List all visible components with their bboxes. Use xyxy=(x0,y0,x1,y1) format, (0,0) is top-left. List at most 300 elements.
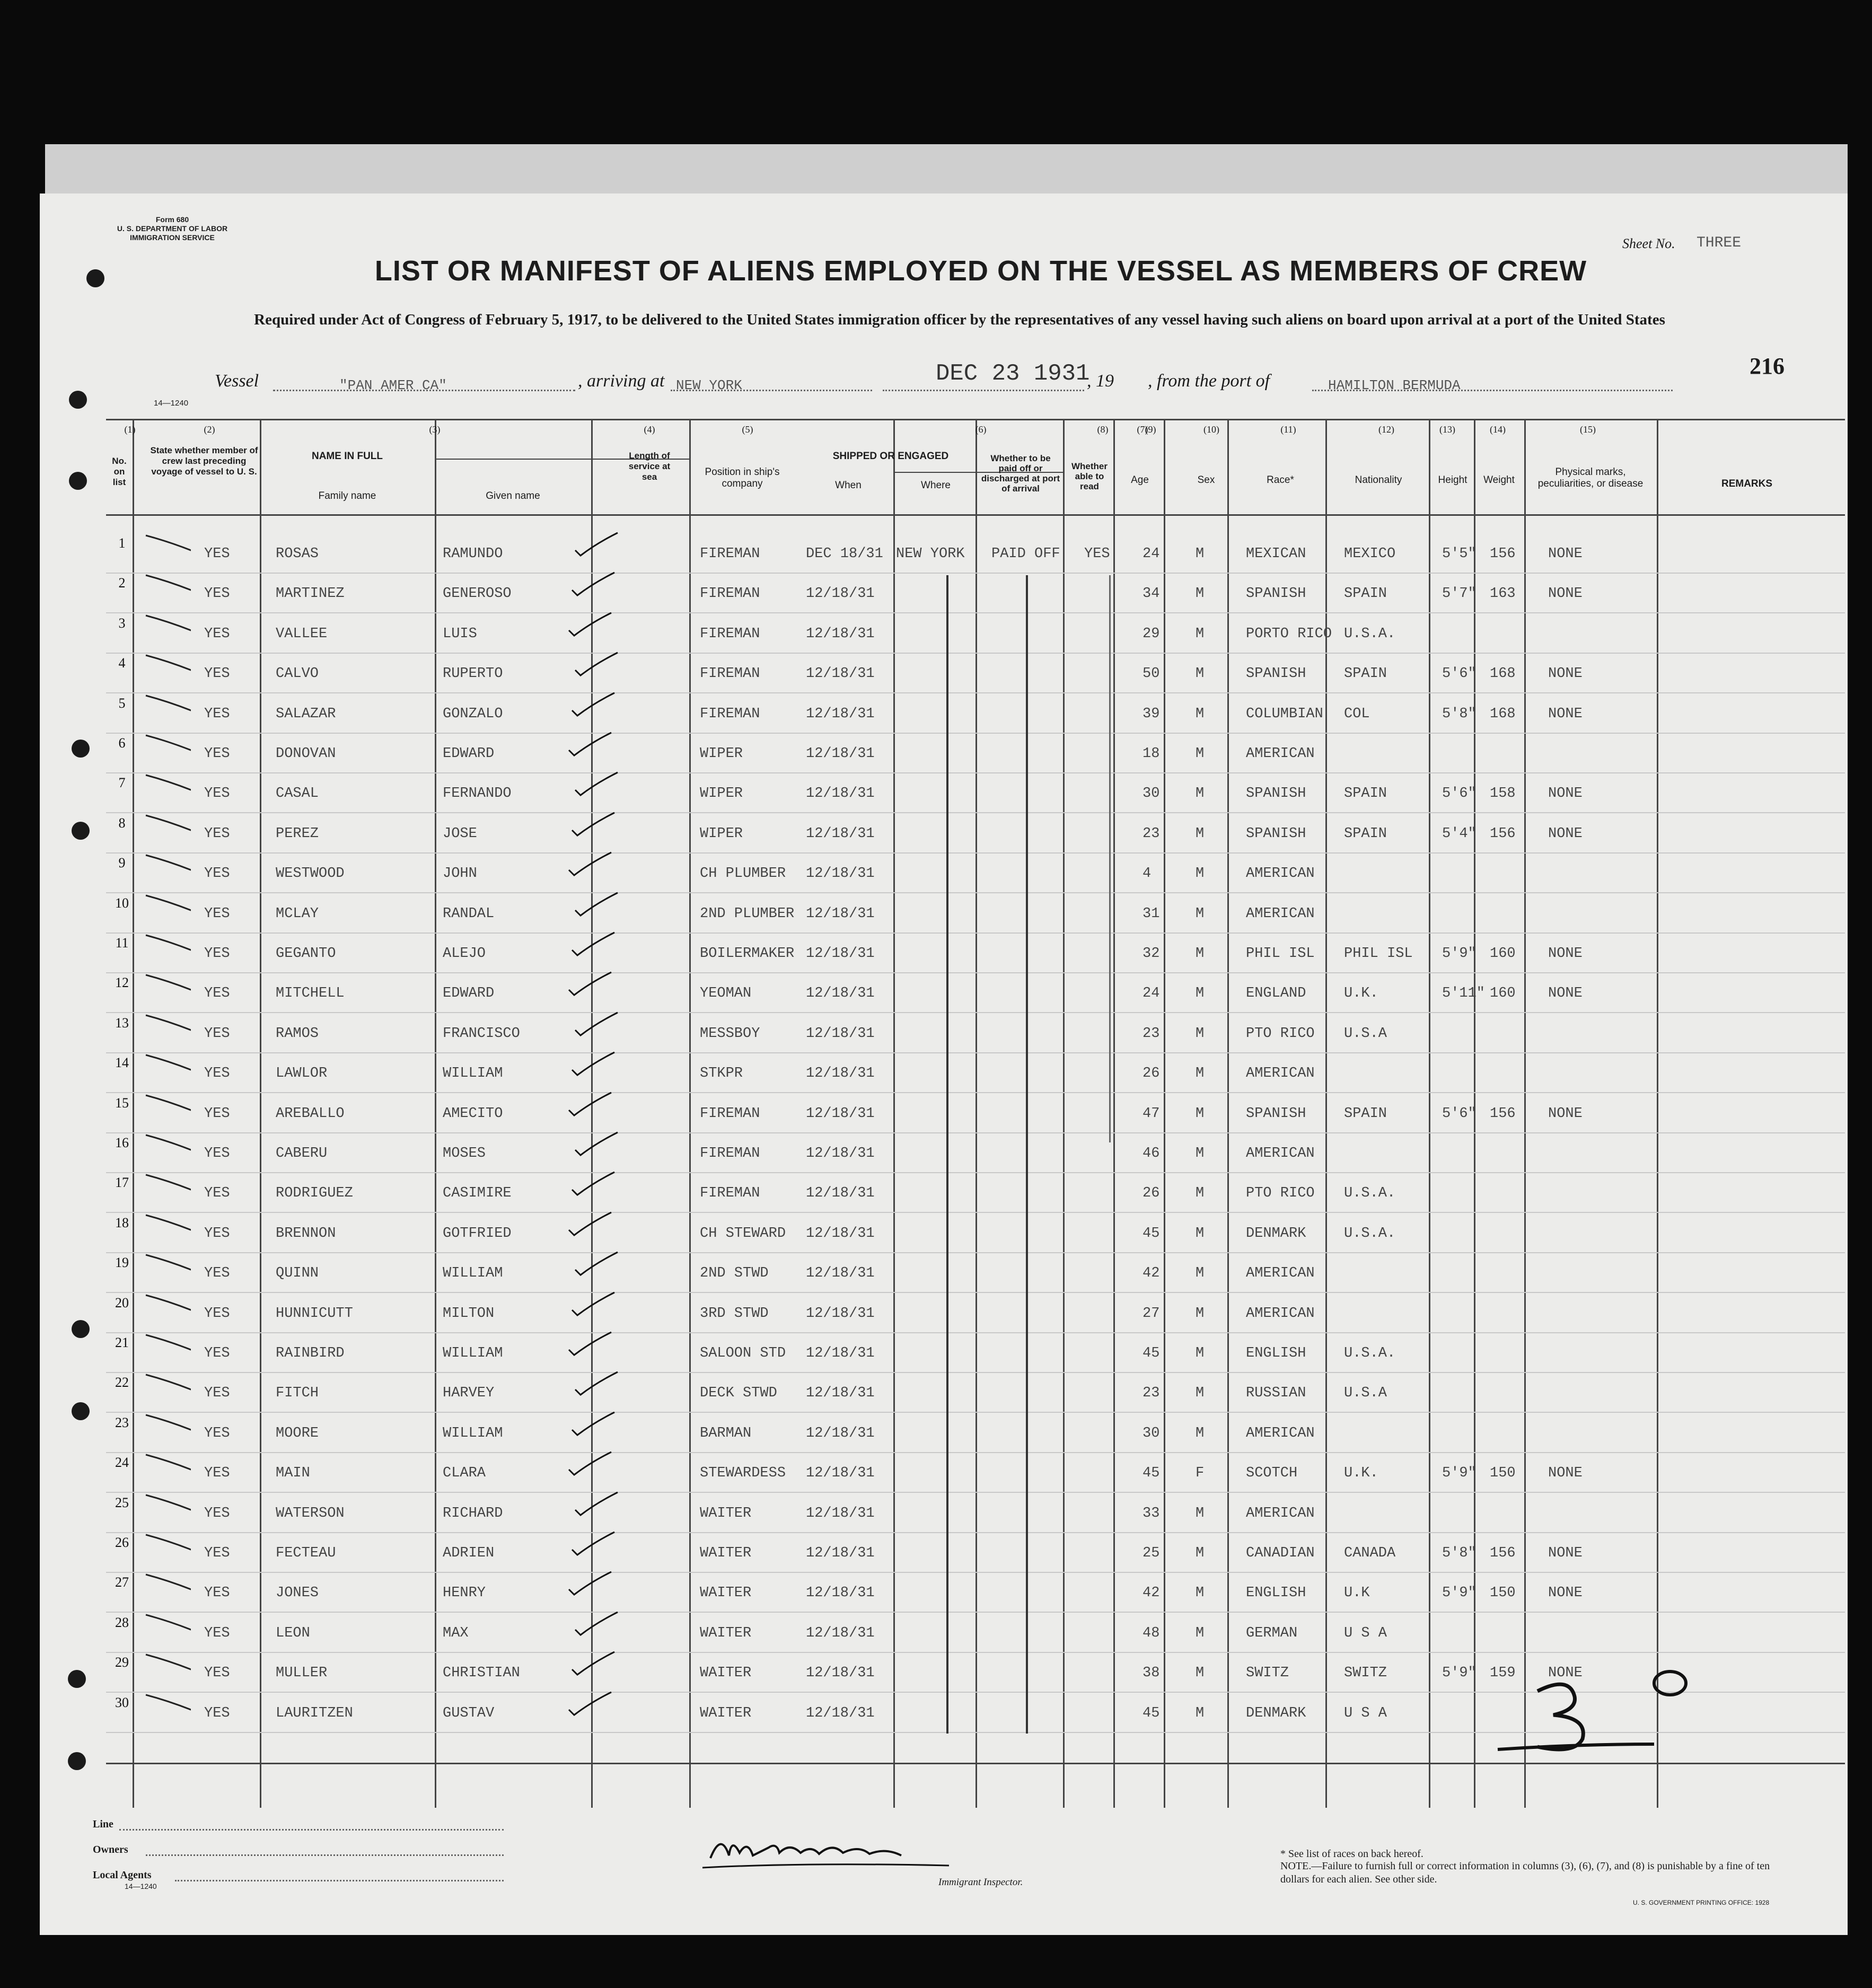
total-count-mark xyxy=(1495,1654,1718,1760)
arrival-port: NEW YORK xyxy=(676,377,742,393)
check-mark xyxy=(569,1410,617,1441)
cell-weight: 150 xyxy=(1490,1465,1516,1481)
header-paid-off: Whether to be paid off or discharged at port of arrival xyxy=(981,453,1060,494)
cell-weight: 150 xyxy=(1490,1585,1516,1601)
header-list-number: No. on list xyxy=(112,456,127,487)
cell-nat: U.S.A xyxy=(1344,1385,1387,1401)
ditto-line xyxy=(1026,575,1028,1734)
cell-prev: YES xyxy=(204,826,230,842)
cell-family: LAWLOR xyxy=(276,1066,328,1081)
cell-sex: M xyxy=(1196,706,1205,722)
from-port-label: , from the port of xyxy=(1148,371,1270,391)
handwritten-tick xyxy=(143,810,191,842)
col-number: (11) xyxy=(1280,424,1296,435)
handwritten-tick xyxy=(143,1090,191,1122)
cell-no: 27 xyxy=(115,1574,129,1590)
cell-prev: YES xyxy=(204,1185,230,1201)
cell-family: MARTINEZ xyxy=(276,586,345,602)
handwritten-tick xyxy=(143,1449,191,1481)
cell-age: 26 xyxy=(1142,1185,1160,1201)
cell-no: 25 xyxy=(115,1495,129,1510)
header-able-to-read: Whether able to read xyxy=(1071,461,1108,491)
check-mark xyxy=(566,1210,614,1242)
cell-marks: NONE xyxy=(1548,786,1583,802)
row-rule xyxy=(106,892,1845,893)
check-mark xyxy=(566,730,614,762)
cell-given: WILLIAM xyxy=(443,1265,503,1281)
cell-nat: U.S.A. xyxy=(1344,1185,1396,1201)
cell-sex: M xyxy=(1196,1665,1205,1681)
cell-given: ALEJO xyxy=(443,946,486,962)
check-mark xyxy=(566,1090,614,1122)
cell-age: 23 xyxy=(1142,826,1160,842)
cell-height: 5'8" xyxy=(1442,1545,1476,1561)
cell-marks: NONE xyxy=(1548,1665,1583,1681)
header-physical-marks: Physical marks, peculiarities, or disease xyxy=(1537,467,1644,489)
cell-position: STKPR xyxy=(700,1066,743,1081)
check-mark xyxy=(566,1569,614,1601)
check-mark xyxy=(573,1010,620,1042)
handwritten-tick xyxy=(143,1330,191,1361)
cell-family: MOORE xyxy=(276,1426,319,1441)
cell-family: RAINBIRD xyxy=(276,1345,345,1361)
cell-race: RUSSIAN xyxy=(1246,1385,1306,1401)
cell-race: ENGLISH xyxy=(1246,1345,1306,1361)
cell-height: 5'9" xyxy=(1442,1465,1476,1481)
cell-when: 12/18/31 xyxy=(806,1585,875,1601)
cell-position: FIREMAN xyxy=(700,1106,760,1122)
cell-race: AMERICAN xyxy=(1246,1306,1315,1322)
cell-family: RAMOS xyxy=(276,1026,319,1042)
cell-family: DONOVAN xyxy=(276,746,336,762)
cell-family: MULLER xyxy=(276,1665,328,1681)
cell-no: 15 xyxy=(115,1095,129,1111)
cell-nat: U.S.A. xyxy=(1344,1226,1396,1242)
cell-given: RAMUNDO xyxy=(443,546,503,562)
cell-height: 5'4" xyxy=(1442,826,1476,842)
cell-weight: 156 xyxy=(1490,1545,1516,1561)
check-mark xyxy=(566,970,614,1001)
handwritten-tick xyxy=(143,850,191,882)
cell-age: 23 xyxy=(1142,1026,1160,1042)
cell-given: MILTON xyxy=(443,1306,495,1322)
cell-age: 45 xyxy=(1142,1465,1160,1481)
check-mark xyxy=(573,1130,620,1162)
binder-hole xyxy=(69,391,87,409)
cell-read: YES xyxy=(1084,546,1110,562)
cell-when: 12/18/31 xyxy=(806,1465,875,1481)
handwritten-tick xyxy=(143,1169,191,1201)
check-mark xyxy=(566,1690,614,1721)
handwritten-tick xyxy=(143,1569,191,1601)
cell-marks: NONE xyxy=(1548,1106,1583,1122)
cell-prev: YES xyxy=(204,946,230,962)
check-mark xyxy=(566,1330,614,1361)
cell-no: 28 xyxy=(115,1615,129,1630)
cell-when: 12/18/31 xyxy=(806,746,875,762)
cell-prev: YES xyxy=(204,1265,230,1281)
cell-position: FIREMAN xyxy=(700,666,760,682)
handwritten-tick xyxy=(143,1690,191,1721)
cell-when: 12/18/31 xyxy=(806,1705,875,1721)
form-number: Form 680 xyxy=(155,215,189,224)
col-number: (1) xyxy=(124,424,136,435)
binder-hole xyxy=(68,1670,86,1688)
cell-weight: 156 xyxy=(1490,1106,1516,1122)
col-number: (7) xyxy=(1137,424,1148,435)
cell-family: FECTEAU xyxy=(276,1545,336,1561)
cell-race: SWITZ xyxy=(1246,1665,1289,1681)
row-rule xyxy=(106,1532,1845,1533)
check-mark xyxy=(573,530,620,562)
cell-race: AMERICAN xyxy=(1246,906,1315,922)
cell-when: 12/18/31 xyxy=(806,1146,875,1162)
cell-race: CANADIAN xyxy=(1246,1545,1315,1561)
cell-position: CH PLUMBER xyxy=(700,866,786,882)
cell-nat: SWITZ xyxy=(1344,1665,1387,1681)
cell-age: 24 xyxy=(1142,546,1160,562)
cell-family: MITCHELL xyxy=(276,986,345,1001)
cell-prev: YES xyxy=(204,1426,230,1441)
cell-family: PEREZ xyxy=(276,826,319,842)
cell-age: 34 xyxy=(1142,586,1160,602)
cell-when: 12/18/31 xyxy=(806,1625,875,1641)
cell-position: 3RD STWD xyxy=(700,1306,769,1322)
cell-prev: YES xyxy=(204,1465,230,1481)
cell-sex: M xyxy=(1196,1306,1205,1322)
col-number: (12) xyxy=(1378,424,1394,435)
header-age: Age xyxy=(1131,474,1149,486)
cell-family: MCLAY xyxy=(276,906,319,922)
inspector-signature xyxy=(700,1826,975,1874)
cell-age: 31 xyxy=(1142,906,1160,922)
cell-sex: M xyxy=(1196,1146,1205,1162)
cell-age: 29 xyxy=(1142,626,1160,642)
cell-nat: U.S.A. xyxy=(1344,1345,1396,1361)
handwritten-tick xyxy=(143,650,191,682)
cell-prev: YES xyxy=(204,626,230,642)
cell-height: 5'5" xyxy=(1442,546,1476,562)
cell-prev: YES xyxy=(204,786,230,802)
cell-height: 5'9" xyxy=(1442,946,1476,962)
line-label: Line xyxy=(93,1818,113,1830)
cell-when: 12/18/31 xyxy=(806,906,875,922)
check-mark xyxy=(569,1649,617,1681)
cell-no: 13 xyxy=(115,1015,129,1031)
cell-position: FIREMAN xyxy=(700,1146,760,1162)
cell-when: 12/18/31 xyxy=(806,946,875,962)
check-mark xyxy=(569,1050,617,1081)
cell-no: 18 xyxy=(115,1215,129,1230)
cell-prev: YES xyxy=(204,1066,230,1081)
cell-given: AMECITO xyxy=(443,1106,503,1122)
cell-nat: U.K. xyxy=(1344,986,1378,1001)
cell-race: AMERICAN xyxy=(1246,866,1315,882)
header-where: Where xyxy=(921,480,951,491)
cell-family: QUINN xyxy=(276,1265,319,1281)
cell-no: 26 xyxy=(115,1535,129,1550)
cell-given: RUPERTO xyxy=(443,666,503,682)
cell-when: 12/18/31 xyxy=(806,1226,875,1242)
handwritten-tick xyxy=(143,1529,191,1561)
cell-when: 12/18/31 xyxy=(806,1385,875,1401)
cell-race: AMERICAN xyxy=(1246,1146,1315,1162)
cell-race: PHIL ISL xyxy=(1246,946,1315,962)
cell-position: FIREMAN xyxy=(700,1185,760,1201)
cell-age: 45 xyxy=(1142,1345,1160,1361)
cell-when: 12/18/31 xyxy=(806,706,875,722)
cell-age: 42 xyxy=(1142,1265,1160,1281)
cell-position: WAITER xyxy=(700,1585,752,1601)
cell-marks: NONE xyxy=(1548,1465,1583,1481)
cell-nat: U.K xyxy=(1344,1585,1370,1601)
cell-given: WILLIAM xyxy=(443,1345,503,1361)
cell-race: MEXICAN xyxy=(1246,546,1306,562)
cell-no: 6 xyxy=(118,735,126,751)
cell-age: 32 xyxy=(1142,946,1160,962)
cell-age: 4 xyxy=(1142,866,1152,882)
cell-nat: SPAIN xyxy=(1344,826,1387,842)
document-subtitle: Required under Act of Congress of February 5, 1917, to be delivered to the United States immigration officer by the representatives of any vessel having such aliens on board upon arrival at a port of the United States xyxy=(254,311,1665,328)
cell-sex: M xyxy=(1196,1226,1205,1242)
cell-race: ENGLAND xyxy=(1246,986,1306,1001)
vessel-label: Vessel xyxy=(215,371,259,391)
col-number: (13) xyxy=(1439,424,1455,435)
cell-prev: YES xyxy=(204,906,230,922)
handwritten-tick xyxy=(143,1050,191,1081)
races-note: * See list of races on back hereof. xyxy=(1280,1848,1423,1860)
row-rule xyxy=(106,972,1845,973)
cell-position: YEOMAN xyxy=(700,986,752,1001)
cell-position: WIPER xyxy=(700,786,743,802)
cell-nat: U.K. xyxy=(1344,1465,1378,1481)
cell-no: 1 xyxy=(118,535,126,551)
cell-race: PTO RICO xyxy=(1246,1026,1315,1042)
cell-sex: M xyxy=(1196,1066,1205,1081)
cell-sex: M xyxy=(1196,1106,1205,1122)
cell-height: 5'8" xyxy=(1442,706,1476,722)
cell-position: WIPER xyxy=(700,746,743,762)
check-mark xyxy=(573,770,620,802)
printer-imprint: U. S. GOVERNMENT PRINTING OFFICE: 1928 xyxy=(1633,1899,1770,1906)
cell-age: 46 xyxy=(1142,1146,1160,1162)
row-rule xyxy=(106,733,1845,734)
row-rule xyxy=(106,772,1845,773)
cell-sex: M xyxy=(1196,626,1205,642)
header-weight: Weight xyxy=(1483,474,1515,486)
cell-age: 30 xyxy=(1142,786,1160,802)
handwritten-tick xyxy=(143,610,191,642)
cell-when: 12/18/31 xyxy=(806,1106,875,1122)
cell-given: LUIS xyxy=(443,626,477,642)
check-mark xyxy=(569,690,617,722)
cell-age: 25 xyxy=(1142,1545,1160,1561)
cell-position: BOILERMAKER xyxy=(700,946,795,962)
cell-race: AMERICAN xyxy=(1246,1265,1315,1281)
cell-position: MESSBOY xyxy=(700,1026,760,1042)
handwritten-tick xyxy=(143,1290,191,1322)
cell-no: 9 xyxy=(118,855,126,870)
cell-nat: SPAIN xyxy=(1344,666,1387,682)
cell-sex: M xyxy=(1196,786,1205,802)
row-rule xyxy=(106,1092,1845,1093)
cell-height: 5'11" xyxy=(1442,986,1486,1001)
handwritten-tick xyxy=(143,730,191,762)
cell-given: JOSE xyxy=(443,826,477,842)
cell-family: MAIN xyxy=(276,1465,310,1481)
cell-family: AREBALLO xyxy=(276,1106,345,1122)
cell-no: 7 xyxy=(118,775,126,790)
cell-prev: YES xyxy=(204,1705,230,1721)
cell-no: 14 xyxy=(115,1055,129,1070)
cell-prev: YES xyxy=(204,1625,230,1641)
cell-when: 12/18/31 xyxy=(806,1066,875,1081)
cell-position: WIPER xyxy=(700,826,743,842)
row-rule xyxy=(106,692,1845,693)
header-when: When xyxy=(835,480,862,491)
document-title: LIST OR MANIFEST OF ALIENS EMPLOYED ON THE VESSEL AS MEMBERS OF CREW xyxy=(374,255,1587,287)
cell-position: WAITER xyxy=(700,1665,752,1681)
header-previous-voyage: State whether member of crew last preceding voyage of vessel to U. S. xyxy=(150,445,258,477)
cell-given: CASIMIRE xyxy=(443,1185,512,1201)
row-rule xyxy=(106,1252,1845,1253)
cell-nat: CANADA xyxy=(1344,1545,1396,1561)
cell-sex: M xyxy=(1196,1265,1205,1281)
cell-position: SALOON STD xyxy=(700,1345,786,1361)
cell-given: CLARA xyxy=(443,1465,486,1481)
cell-sex: M xyxy=(1196,866,1205,882)
cell-when: 12/18/31 xyxy=(806,1306,875,1322)
cell-nat: U S A xyxy=(1344,1625,1387,1641)
cell-weight: 160 xyxy=(1490,946,1516,962)
total-count xyxy=(1522,1686,1527,1692)
penalty-note: NOTE.—Failure to furnish full or correct information in columns (3), (6), (7), and (8) is punishable by a fine of ten dollars for each alien. See other side. xyxy=(1280,1860,1770,1885)
cell-position: FIREMAN xyxy=(700,706,760,722)
cell-age: 30 xyxy=(1142,1426,1160,1441)
cell-when: 12/18/31 xyxy=(806,1265,875,1281)
cell-nat: SPAIN xyxy=(1344,586,1387,602)
cell-sex: M xyxy=(1196,1185,1205,1201)
cell-age: 18 xyxy=(1142,746,1160,762)
cell-nat: U.S.A. xyxy=(1344,626,1396,642)
cell-marks: NONE xyxy=(1548,826,1583,842)
cell-when: 12/18/31 xyxy=(806,986,875,1001)
cell-sex: M xyxy=(1196,1385,1205,1401)
cell-age: 23 xyxy=(1142,1385,1160,1401)
cell-when: 12/18/31 xyxy=(806,1665,875,1681)
cell-marks: NONE xyxy=(1548,946,1583,962)
ditto-line xyxy=(1109,575,1111,1142)
row-rule xyxy=(106,1212,1845,1213)
cell-marks: NONE xyxy=(1548,666,1583,682)
cell-race: SPANISH xyxy=(1246,586,1306,602)
check-mark xyxy=(573,1369,620,1401)
cell-age: 26 xyxy=(1142,1066,1160,1081)
row-rule xyxy=(106,1172,1845,1173)
header-nationality: Nationality xyxy=(1355,474,1402,486)
cell-nat: PHIL ISL xyxy=(1344,946,1413,962)
check-mark xyxy=(566,850,614,882)
col-number: (9) xyxy=(1145,424,1156,435)
cell-weight: 156 xyxy=(1490,546,1516,562)
sheet-number-label: Sheet No. xyxy=(1622,236,1675,251)
cell-family: JONES xyxy=(276,1585,319,1601)
cell-no: 8 xyxy=(118,815,126,831)
cell-age: 24 xyxy=(1142,986,1160,1001)
cell-no: 12 xyxy=(115,975,129,990)
cell-prev: YES xyxy=(204,746,230,762)
cell-no: 22 xyxy=(115,1375,129,1390)
cell-no: 24 xyxy=(115,1455,129,1470)
cell-nat: SPAIN xyxy=(1344,786,1387,802)
cell-height: 5'9" xyxy=(1442,1665,1476,1681)
col-number: (15) xyxy=(1580,424,1596,435)
department-name: U. S. DEPARTMENT OF LABOR xyxy=(117,224,228,233)
handwritten-tick xyxy=(143,930,191,962)
header-position: Position in ship's company xyxy=(705,467,780,489)
cell-family: WATERSON xyxy=(276,1506,345,1521)
row-rule xyxy=(106,852,1845,854)
cell-given: FERNANDO xyxy=(443,786,512,802)
cell-sex: M xyxy=(1196,1426,1205,1441)
cell-age: 50 xyxy=(1142,666,1160,682)
row-rule xyxy=(106,1132,1845,1133)
cell-race: DENMARK xyxy=(1246,1226,1306,1242)
cell-position: FIREMAN xyxy=(700,586,760,602)
crew-table xyxy=(106,419,1845,1808)
cell-marks: NONE xyxy=(1548,546,1583,562)
cell-given: RANDAL xyxy=(443,906,495,922)
cell-race: SCOTCH xyxy=(1246,1465,1298,1481)
cell-race: DENMARK xyxy=(1246,1705,1306,1721)
handwritten-tick xyxy=(143,1410,191,1441)
row-rule xyxy=(106,1492,1845,1493)
row-rule xyxy=(106,1292,1845,1293)
cell-given: CHRISTIAN xyxy=(443,1665,520,1681)
cell-family: LAURITZEN xyxy=(276,1705,353,1721)
cell-height: 5'7" xyxy=(1442,586,1476,602)
cell-no: 2 xyxy=(118,575,126,591)
check-mark xyxy=(573,1250,620,1281)
cell-age: 39 xyxy=(1142,706,1160,722)
cell-no: 17 xyxy=(115,1175,129,1190)
year-label: , 19 xyxy=(1087,371,1114,391)
cell-sex: M xyxy=(1196,666,1205,682)
service-name: IMMIGRATION SERVICE xyxy=(130,233,215,242)
cell-weight: 168 xyxy=(1490,666,1516,682)
cell-family: ROSAS xyxy=(276,546,319,562)
cell-family: SALAZAR xyxy=(276,706,336,722)
header-length-of-service: Length of service at sea xyxy=(628,451,671,482)
departure-port: HAMILTON BERMUDA xyxy=(1328,377,1461,393)
cell-sex: M xyxy=(1196,946,1205,962)
cell-height: 5'6" xyxy=(1442,666,1476,682)
cell-sex: M xyxy=(1196,746,1205,762)
cell-race: COLUMBIAN xyxy=(1246,706,1323,722)
handwritten-tick xyxy=(143,1649,191,1681)
cell-nat: U.S.A xyxy=(1344,1026,1387,1042)
cell-race: PTO RICO xyxy=(1246,1185,1315,1201)
cell-family: CABERU xyxy=(276,1146,328,1162)
cell-height: 5'6" xyxy=(1442,1106,1476,1122)
cell-prev: YES xyxy=(204,1146,230,1162)
cell-family: CALVO xyxy=(276,666,319,682)
header-family-name: Family name xyxy=(318,490,376,502)
cell-no: 19 xyxy=(115,1255,129,1270)
header-name-in-full: NAME IN FULL xyxy=(311,451,383,462)
cell-race: GERMAN xyxy=(1246,1625,1298,1641)
cell-position: WAITER xyxy=(700,1506,752,1521)
